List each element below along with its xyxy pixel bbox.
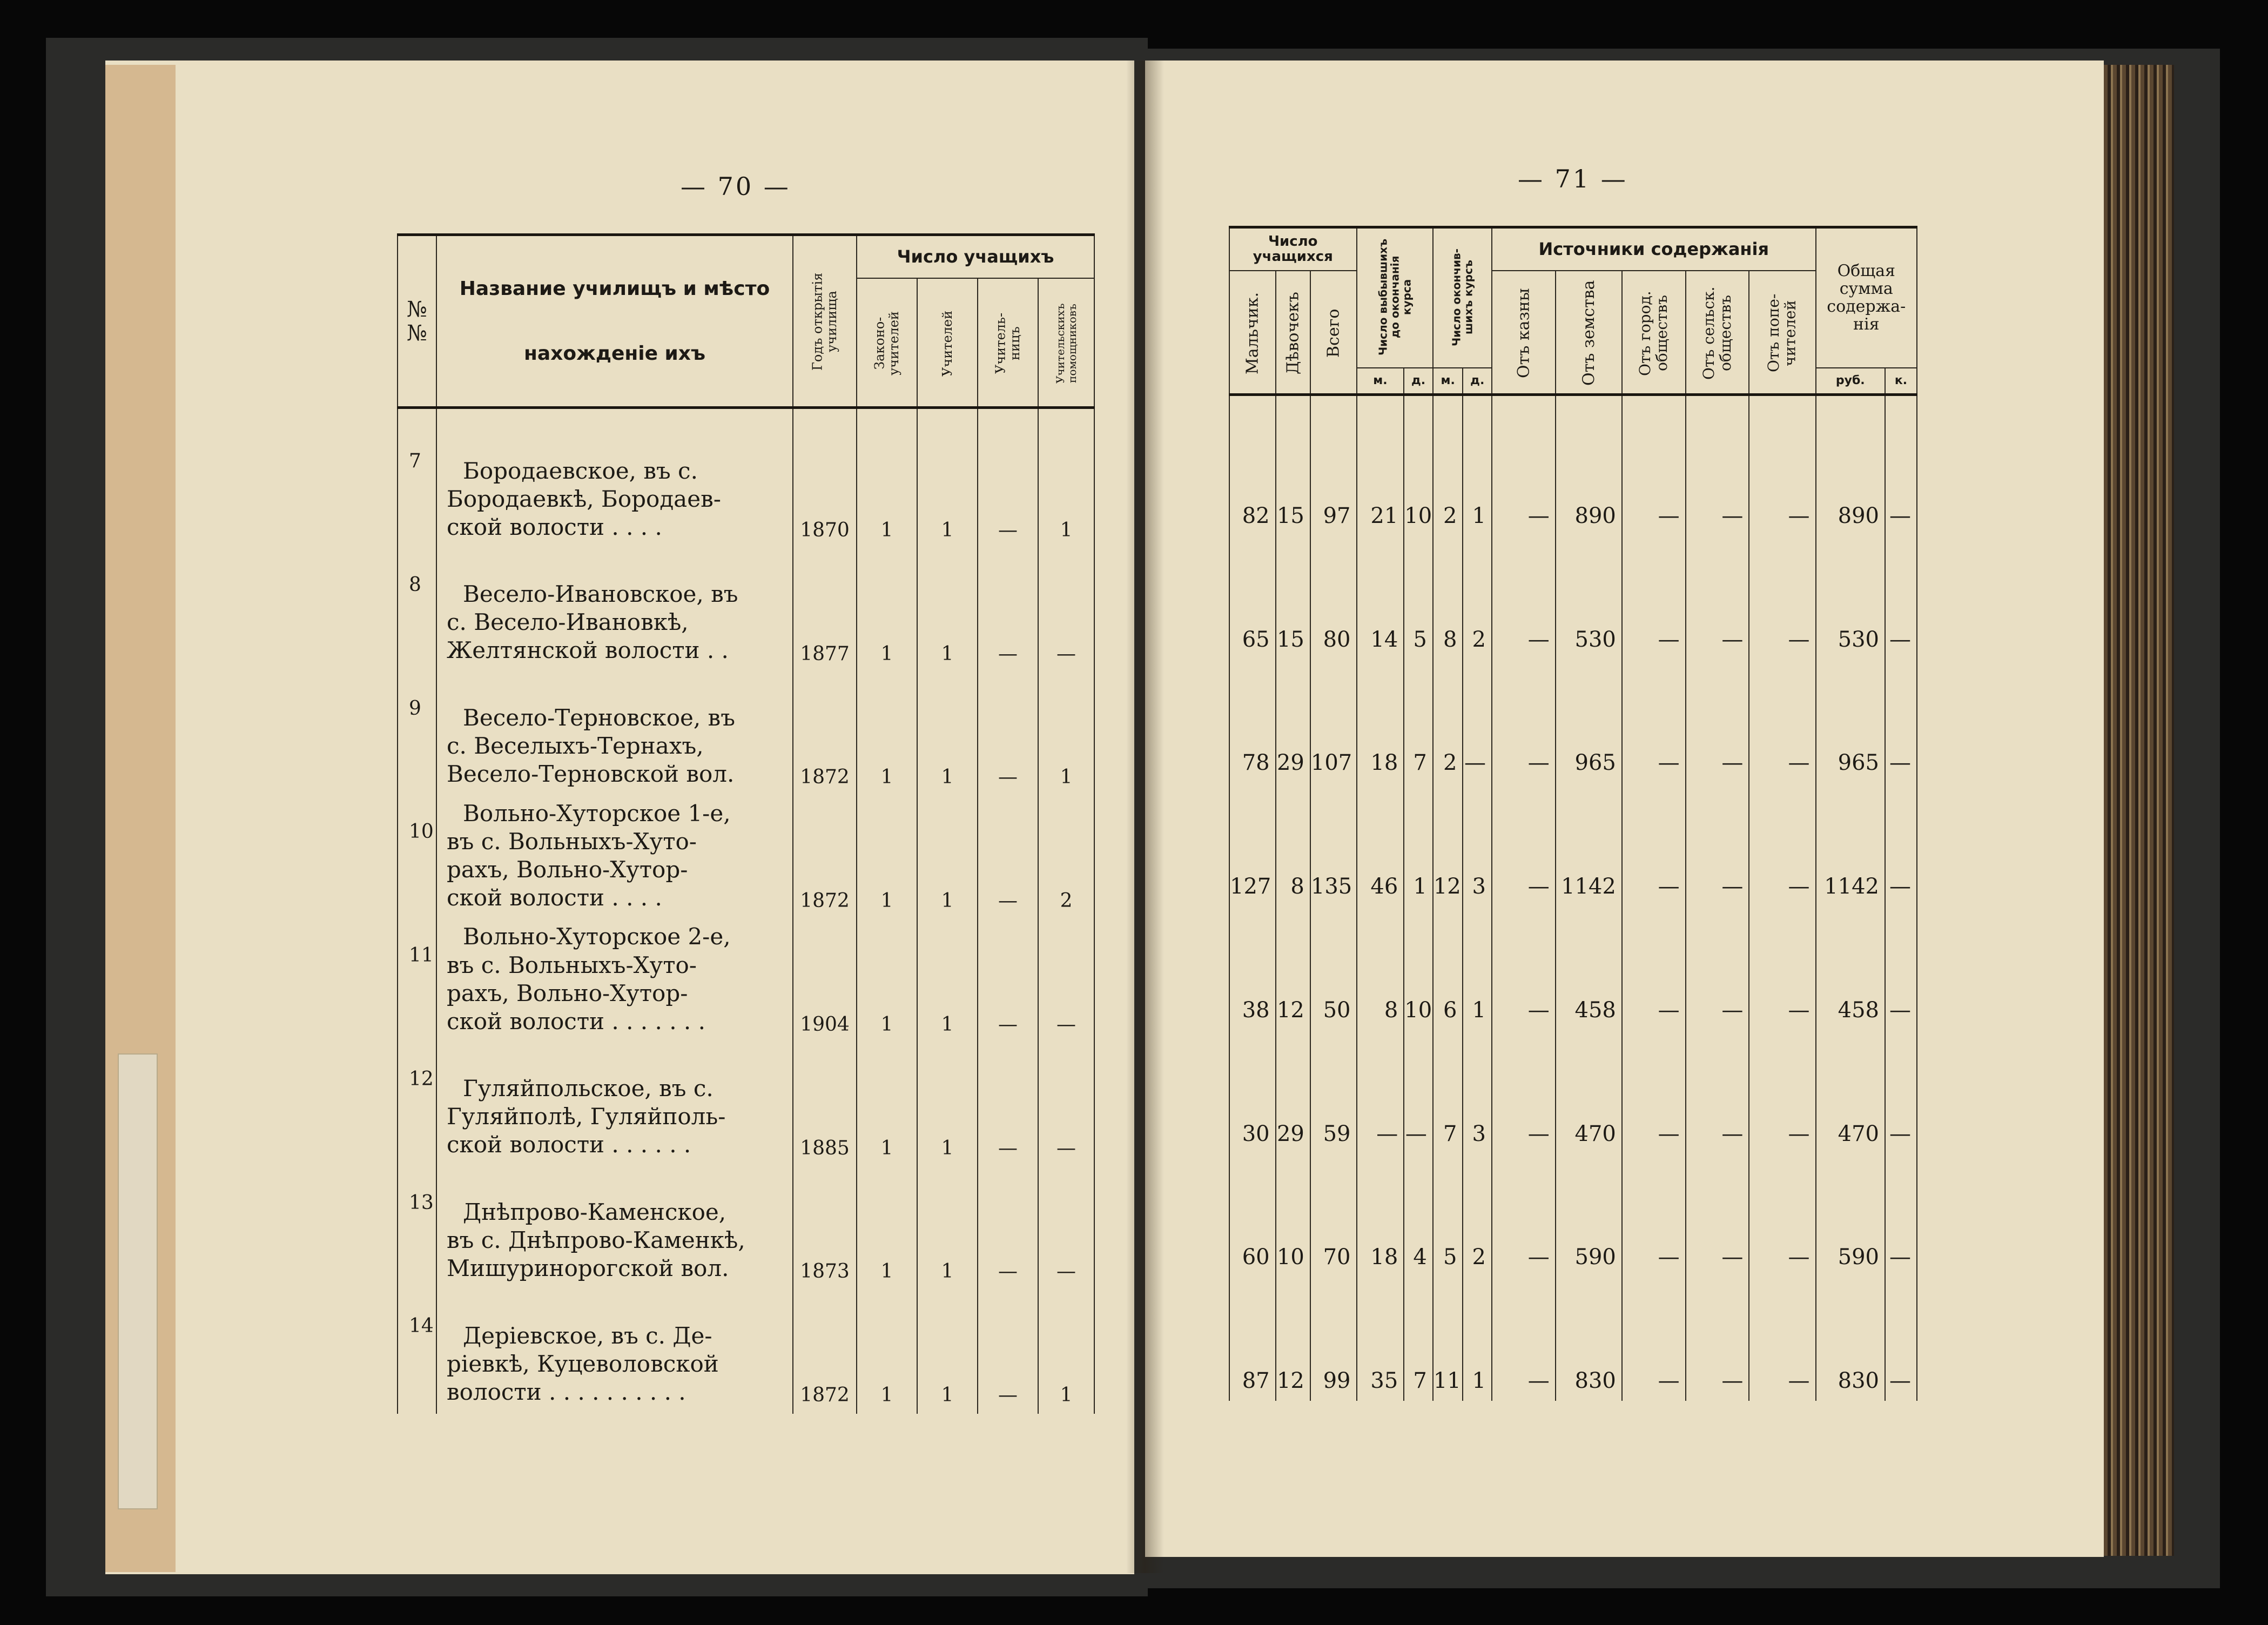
total-cell: 135 bbox=[1310, 783, 1357, 906]
row-number: 11 bbox=[398, 919, 436, 1043]
rural-cell: — bbox=[1686, 412, 1749, 536]
priests-cell: 1 bbox=[857, 1167, 917, 1291]
rub-cell: 965 bbox=[1816, 660, 1885, 783]
header-assistants: Учительскихъ помощниковъ bbox=[1038, 278, 1094, 408]
school-name-line: въ с. Вольныхъ-Хуто- bbox=[447, 828, 697, 855]
year-cell: 1872 bbox=[793, 796, 857, 919]
row-number: 13 bbox=[398, 1167, 436, 1291]
assistants-cell: — bbox=[1038, 919, 1094, 1043]
table-row bbox=[398, 1290, 1094, 1414]
school-name bbox=[436, 1290, 793, 1414]
boys-cell: 127 bbox=[1229, 783, 1276, 906]
fin-m-cell: 6 bbox=[1433, 906, 1463, 1030]
total-cell: 107 bbox=[1310, 660, 1357, 783]
rub-cell: 458 bbox=[1816, 906, 1885, 1030]
header-drop-d: д. bbox=[1404, 368, 1433, 395]
assistants-cell: — bbox=[1038, 1043, 1094, 1167]
teachers-cell: 1 bbox=[917, 673, 978, 796]
teachers-cell: 1 bbox=[917, 1290, 978, 1414]
girls-cell: 8 bbox=[1276, 783, 1310, 906]
row-number: 9 bbox=[398, 673, 436, 796]
boys-cell: 38 bbox=[1229, 906, 1276, 1030]
drop-d-cell: 7 bbox=[1404, 660, 1433, 783]
zemstvo-cell: 458 bbox=[1556, 906, 1622, 1030]
total-cell: 50 bbox=[1310, 906, 1357, 1030]
girls-cell: 10 bbox=[1276, 1154, 1310, 1278]
drop-d-cell: — bbox=[1404, 1030, 1433, 1154]
table-row bbox=[398, 1043, 1094, 1167]
drop-m-cell: — bbox=[1357, 1030, 1404, 1154]
table-row bbox=[398, 549, 1094, 673]
drop-d-cell: 5 bbox=[1404, 536, 1433, 660]
school-name bbox=[436, 796, 793, 919]
fin-m-cell: 8 bbox=[1433, 536, 1463, 660]
school-name bbox=[436, 1043, 793, 1167]
header-girls: Дѣвочекъ bbox=[1276, 271, 1310, 395]
trustees-cell: — bbox=[1749, 1277, 1815, 1401]
drop-m-cell: 21 bbox=[1357, 412, 1404, 536]
kop-cell: — bbox=[1885, 660, 1917, 783]
female-teachers-cell: — bbox=[978, 1167, 1038, 1291]
library-label bbox=[118, 1053, 158, 1509]
row-number: 7 bbox=[398, 425, 436, 549]
assistants-cell: 1 bbox=[1038, 1290, 1094, 1414]
table-row bbox=[1229, 1154, 1917, 1278]
drop-d-cell: 10 bbox=[1404, 412, 1433, 536]
assistants-cell: 1 bbox=[1038, 425, 1094, 549]
female-teachers-cell: — bbox=[978, 425, 1038, 549]
school-name-line: Днѣпрово-Каменское, bbox=[463, 1199, 726, 1226]
fin-m-cell: 5 bbox=[1433, 1154, 1463, 1278]
school-name-line: с. Весело-Ивановкѣ, bbox=[447, 609, 689, 636]
drop-m-cell: 8 bbox=[1357, 906, 1404, 1030]
zemstvo-cell: 530 bbox=[1556, 536, 1622, 660]
rural-cell: — bbox=[1686, 906, 1749, 1030]
priests-cell: 1 bbox=[857, 1043, 917, 1167]
school-name-line: Желтянской волости . . bbox=[447, 637, 729, 664]
header-boys: Мальчик. bbox=[1229, 271, 1276, 395]
priests-cell: 1 bbox=[857, 673, 917, 796]
school-name-line: волости . . . . . . . . . . bbox=[447, 1378, 686, 1405]
zemstvo-cell: 470 bbox=[1556, 1030, 1622, 1154]
header-rural: Отъ сельск. обществъ bbox=[1686, 271, 1749, 395]
header-teachers: Учителей bbox=[917, 278, 978, 408]
boys-cell: 82 bbox=[1229, 412, 1276, 536]
girls-cell: 15 bbox=[1276, 412, 1310, 536]
priests-cell: 1 bbox=[857, 1290, 917, 1414]
school-name-line: Деріевское, въ с. Де- bbox=[463, 1322, 712, 1349]
drop-d-cell: 10 bbox=[1404, 906, 1433, 1030]
header-drop-m: м. bbox=[1357, 368, 1404, 395]
boys-cell: 87 bbox=[1229, 1277, 1276, 1401]
drop-m-cell: 18 bbox=[1357, 660, 1404, 783]
header-rub: руб. bbox=[1816, 368, 1885, 395]
drop-m-cell: 46 bbox=[1357, 783, 1404, 906]
city-cell: — bbox=[1622, 906, 1686, 1030]
drop-m-cell: 14 bbox=[1357, 536, 1404, 660]
total-cell: 97 bbox=[1310, 412, 1357, 536]
city-cell: — bbox=[1622, 1154, 1686, 1278]
kop-cell: — bbox=[1885, 536, 1917, 660]
header-fin-m: м. bbox=[1433, 368, 1463, 395]
header-no: № № bbox=[398, 235, 436, 408]
fin-d-cell: 3 bbox=[1463, 1030, 1492, 1154]
table-row bbox=[1229, 1030, 1917, 1154]
year-cell: 1870 bbox=[793, 425, 857, 549]
school-name bbox=[436, 425, 793, 549]
zemstvo-cell: 965 bbox=[1556, 660, 1622, 783]
city-cell: — bbox=[1622, 536, 1686, 660]
rural-cell: — bbox=[1686, 1154, 1749, 1278]
zemstvo-cell: 890 bbox=[1556, 412, 1622, 536]
teachers-cell: 1 bbox=[917, 796, 978, 919]
year-cell: 1873 bbox=[793, 1167, 857, 1291]
right-page-stack bbox=[2104, 65, 2174, 1556]
row-number: 8 bbox=[398, 549, 436, 673]
zemstvo-cell: 1142 bbox=[1556, 783, 1622, 906]
rural-cell: — bbox=[1686, 536, 1749, 660]
zemstvo-cell: 590 bbox=[1556, 1154, 1622, 1278]
rub-cell: 890 bbox=[1816, 412, 1885, 536]
header-kop: к. bbox=[1885, 368, 1917, 395]
school-name-line: Мишуринорогской вол. bbox=[447, 1255, 729, 1282]
table-row bbox=[1229, 906, 1917, 1030]
kop-cell: — bbox=[1885, 1277, 1917, 1401]
assistants-cell: 2 bbox=[1038, 796, 1094, 919]
header-pupils-group: Число учащихся bbox=[1229, 227, 1357, 271]
header-staff-group: Число учащихъ bbox=[857, 235, 1094, 278]
header-year: Годъ открытія училища bbox=[793, 235, 857, 408]
school-name-line: Вольно-Хуторское 2-е, bbox=[463, 923, 731, 950]
year-cell: 1904 bbox=[793, 919, 857, 1043]
boys-cell: 60 bbox=[1229, 1154, 1276, 1278]
trustees-cell: — bbox=[1749, 536, 1815, 660]
school-name-line: ской волости . . . . bbox=[447, 513, 662, 540]
fin-m-cell: 2 bbox=[1433, 412, 1463, 536]
school-name bbox=[436, 919, 793, 1043]
kop-cell: — bbox=[1885, 1030, 1917, 1154]
school-name-line: Весело-Терновской вол. bbox=[447, 761, 735, 788]
total-cell: 99 bbox=[1310, 1277, 1357, 1401]
rub-cell: 530 bbox=[1816, 536, 1885, 660]
book-gutter bbox=[1126, 61, 1164, 1573]
school-name-line: рахъ, Вольно-Хутор- bbox=[447, 979, 688, 1006]
teachers-cell: 1 bbox=[917, 1167, 978, 1291]
girls-cell: 29 bbox=[1276, 660, 1310, 783]
school-name-line: Бородаевкѣ, Бородаев- bbox=[447, 485, 721, 512]
rub-cell: 590 bbox=[1816, 1154, 1885, 1278]
header-priests: Законо- учителей bbox=[857, 278, 917, 408]
teachers-cell: 1 bbox=[917, 1043, 978, 1167]
year-cell: 1872 bbox=[793, 673, 857, 796]
school-name-line: Бородаевское, въ с. bbox=[463, 457, 698, 484]
header-dropped: Число выбывшихъ до окончанія курса bbox=[1357, 227, 1433, 368]
kop-cell: — bbox=[1885, 783, 1917, 906]
kop-cell: — bbox=[1885, 412, 1917, 536]
trustees-cell: — bbox=[1749, 906, 1815, 1030]
table-row bbox=[398, 796, 1094, 919]
school-name-line: ріевкѣ, Куцеволовской bbox=[447, 1350, 719, 1377]
treasury-cell: — bbox=[1492, 1277, 1556, 1401]
fin-m-cell: 7 bbox=[1433, 1030, 1463, 1154]
fin-d-cell: 1 bbox=[1463, 906, 1492, 1030]
table-row bbox=[398, 919, 1094, 1043]
female-teachers-cell: — bbox=[978, 796, 1038, 919]
total-cell: 70 bbox=[1310, 1154, 1357, 1278]
rub-cell: 470 bbox=[1816, 1030, 1885, 1154]
header-female-teachers: Учитель- ницъ bbox=[978, 278, 1038, 408]
year-cell: 1877 bbox=[793, 549, 857, 673]
girls-cell: 12 bbox=[1276, 1277, 1310, 1401]
girls-cell: 12 bbox=[1276, 906, 1310, 1030]
header-total: Всего bbox=[1310, 271, 1357, 395]
teachers-cell: 1 bbox=[917, 549, 978, 673]
fin-d-cell: 1 bbox=[1463, 412, 1492, 536]
right-page-number: — 71 — bbox=[1518, 164, 1628, 193]
rural-cell: — bbox=[1686, 1277, 1749, 1401]
city-cell: — bbox=[1622, 1030, 1686, 1154]
fin-m-cell: 12 bbox=[1433, 783, 1463, 906]
left-page-number: — 70 — bbox=[681, 172, 791, 201]
city-cell: — bbox=[1622, 783, 1686, 906]
teachers-cell: 1 bbox=[917, 425, 978, 549]
school-name-line: ской волости . . . . bbox=[447, 884, 662, 911]
total-cell: 59 bbox=[1310, 1030, 1357, 1154]
header-name-line2: нахожденіе ихъ bbox=[523, 342, 706, 365]
treasury-cell: — bbox=[1492, 660, 1556, 783]
teachers-cell: 1 bbox=[917, 919, 978, 1043]
zemstvo-cell: 830 bbox=[1556, 1277, 1622, 1401]
priests-cell: 1 bbox=[857, 425, 917, 549]
header-name bbox=[436, 235, 793, 408]
header-fin-d: д. bbox=[1463, 368, 1492, 395]
schools-table-right bbox=[1229, 226, 1917, 1401]
school-name-line: Вольно-Хуторское 1-е, bbox=[463, 800, 731, 827]
row-number: 14 bbox=[398, 1290, 436, 1414]
fin-d-cell: 2 bbox=[1463, 536, 1492, 660]
fin-d-cell: 2 bbox=[1463, 1154, 1492, 1278]
female-teachers-cell: — bbox=[978, 1043, 1038, 1167]
header-sources-group: Источники содержанія bbox=[1492, 227, 1816, 271]
table-row bbox=[1229, 1277, 1917, 1401]
rub-cell: 1142 bbox=[1816, 783, 1885, 906]
table-row bbox=[1229, 783, 1917, 906]
treasury-cell: — bbox=[1492, 536, 1556, 660]
boys-cell: 65 bbox=[1229, 536, 1276, 660]
school-name-line: Весело-Ивановское, въ bbox=[463, 581, 738, 608]
table-row bbox=[1229, 536, 1917, 660]
header-trustees: Отъ попе- чителей bbox=[1749, 271, 1815, 395]
drop-d-cell: 4 bbox=[1404, 1154, 1433, 1278]
school-name-line: въ с. Днѣпрово-Каменкѣ, bbox=[447, 1227, 745, 1254]
girls-cell: 29 bbox=[1276, 1030, 1310, 1154]
city-cell: — bbox=[1622, 412, 1686, 536]
assistants-cell: — bbox=[1038, 549, 1094, 673]
school-name-line: Гуляйпольское, въ с. bbox=[463, 1075, 714, 1102]
treasury-cell: — bbox=[1492, 412, 1556, 536]
treasury-cell: — bbox=[1492, 783, 1556, 906]
trustees-cell: — bbox=[1749, 660, 1815, 783]
school-name bbox=[436, 1167, 793, 1291]
table-row bbox=[1229, 412, 1917, 536]
school-name-line: Гуляйполѣ, Гуляйполь- bbox=[447, 1103, 726, 1130]
fin-m-cell: 2 bbox=[1433, 660, 1463, 783]
assistants-cell: — bbox=[1038, 1167, 1094, 1291]
table-row bbox=[398, 425, 1094, 549]
priests-cell: 1 bbox=[857, 919, 917, 1043]
rural-cell: — bbox=[1686, 1030, 1749, 1154]
trustees-cell: — bbox=[1749, 1154, 1815, 1278]
table-row bbox=[1229, 660, 1917, 783]
header-zemstvo: Отъ земства bbox=[1556, 271, 1622, 395]
school-name-line: с. Веселыхъ-Тернахъ, bbox=[447, 733, 704, 760]
city-cell: — bbox=[1622, 1277, 1686, 1401]
rub-cell: 830 bbox=[1816, 1277, 1885, 1401]
header-sum-group: Общая сумма содержа- нія bbox=[1816, 227, 1917, 368]
header-finished: Число окончив- шихъ курсъ bbox=[1433, 227, 1492, 368]
fin-m-cell: 11 bbox=[1433, 1277, 1463, 1401]
city-cell: — bbox=[1622, 660, 1686, 783]
school-name-line: въ с. Вольныхъ-Хуто- bbox=[447, 951, 697, 978]
row-number: 10 bbox=[398, 796, 436, 919]
trustees-cell: — bbox=[1749, 1030, 1815, 1154]
fin-d-cell: — bbox=[1463, 660, 1492, 783]
kop-cell: — bbox=[1885, 906, 1917, 1030]
kop-cell: — bbox=[1885, 1154, 1917, 1278]
trustees-cell: — bbox=[1749, 783, 1815, 906]
school-name bbox=[436, 673, 793, 796]
priests-cell: 1 bbox=[857, 796, 917, 919]
drop-d-cell: 1 bbox=[1404, 783, 1433, 906]
school-name-line: рахъ, Вольно-Хутор- bbox=[447, 856, 688, 883]
school-name-line: ской волости . . . . . . . bbox=[447, 1008, 705, 1035]
header-city: Отъ город. обществъ bbox=[1622, 271, 1686, 395]
table-row bbox=[398, 673, 1094, 796]
year-cell: 1885 bbox=[793, 1043, 857, 1167]
female-teachers-cell: — bbox=[978, 673, 1038, 796]
school-name bbox=[436, 549, 793, 673]
school-name-line: Весело-Терновское, въ bbox=[463, 704, 735, 731]
girls-cell: 15 bbox=[1276, 536, 1310, 660]
header-name-line1: Название училищъ и мѣсто bbox=[459, 277, 770, 300]
treasury-cell: — bbox=[1492, 1154, 1556, 1278]
drop-m-cell: 18 bbox=[1357, 1154, 1404, 1278]
drop-m-cell: 35 bbox=[1357, 1277, 1404, 1401]
rural-cell: — bbox=[1686, 660, 1749, 783]
school-name-line: ской волости . . . . . . bbox=[447, 1131, 691, 1158]
priests-cell: 1 bbox=[857, 549, 917, 673]
fin-d-cell: 3 bbox=[1463, 783, 1492, 906]
assistants-cell: 1 bbox=[1038, 673, 1094, 796]
female-teachers-cell: — bbox=[978, 549, 1038, 673]
trustees-cell: — bbox=[1749, 412, 1815, 536]
female-teachers-cell: — bbox=[978, 1290, 1038, 1414]
boys-cell: 30 bbox=[1229, 1030, 1276, 1154]
fin-d-cell: 1 bbox=[1463, 1277, 1492, 1401]
female-teachers-cell: — bbox=[978, 919, 1038, 1043]
table-row bbox=[398, 1167, 1094, 1291]
total-cell: 80 bbox=[1310, 536, 1357, 660]
rural-cell: — bbox=[1686, 783, 1749, 906]
row-number: 12 bbox=[398, 1043, 436, 1167]
treasury-cell: — bbox=[1492, 906, 1556, 1030]
treasury-cell: — bbox=[1492, 1030, 1556, 1154]
year-cell: 1872 bbox=[793, 1290, 857, 1414]
boys-cell: 78 bbox=[1229, 660, 1276, 783]
drop-d-cell: 7 bbox=[1404, 1277, 1433, 1401]
header-treasury: Отъ казны bbox=[1492, 271, 1556, 395]
schools-table-left bbox=[397, 233, 1095, 1414]
